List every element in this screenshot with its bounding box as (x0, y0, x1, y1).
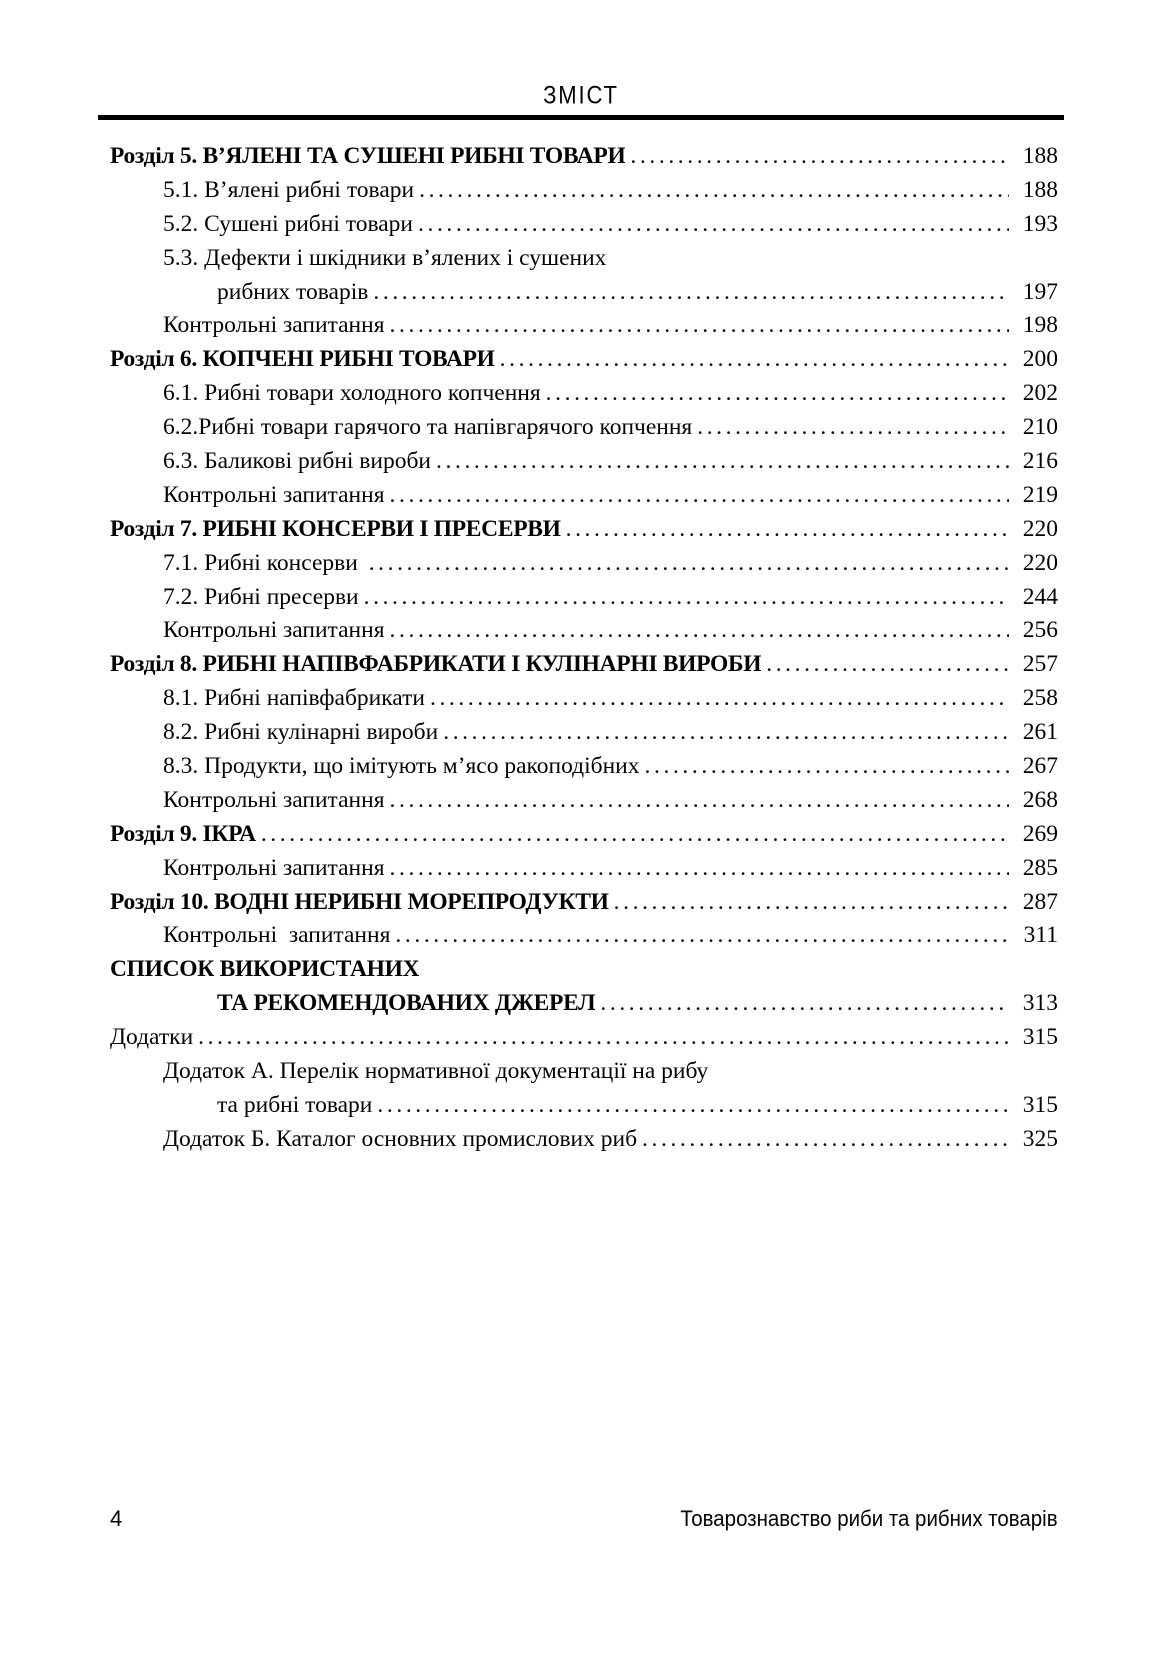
toc-entry (110, 784, 1058, 818)
toc-page-number: 257 (1022, 651, 1058, 678)
toc-entry (110, 1021, 1058, 1055)
leader-dots (642, 1123, 1009, 1157)
toc-item-title: Додаток А. Перелік нормативної документації на рибу (163, 1058, 709, 1085)
footer-page-number: 4 (110, 1506, 123, 1531)
toc-list (110, 140, 1058, 1157)
toc-chapter-entry (110, 513, 1058, 547)
leader-dots (390, 852, 1009, 886)
toc-entry (110, 276, 1058, 310)
toc-page-number: 220 (1022, 549, 1058, 576)
leader-dots (261, 818, 1009, 852)
leader-dots (766, 648, 1009, 682)
toc-page-number: 216 (1022, 448, 1058, 475)
toc-item-title: рибних товарів (217, 278, 369, 305)
leader-dots (697, 411, 1009, 445)
toc-entry (110, 1123, 1058, 1157)
leader-dots (390, 309, 1009, 343)
toc-chapter-title: Розділ 9. ІКРА (110, 820, 256, 847)
toc-chapter-entry (110, 818, 1058, 852)
leader-dots (390, 479, 1009, 513)
leader-dots (430, 682, 1009, 716)
toc-chapter-entry (110, 140, 1058, 174)
leader-dots (600, 987, 1009, 1021)
toc-entry (110, 682, 1058, 716)
leader-dots (566, 513, 1009, 547)
toc-page-number: 311 (1023, 922, 1058, 949)
toc-item-title: 5.1. В’ялені рибні товари (163, 176, 415, 203)
toc-entry (110, 479, 1058, 513)
toc-page-number: 269 (1022, 820, 1058, 847)
leader-dots (546, 377, 1009, 411)
toc-chapter-entry (110, 343, 1058, 377)
toc-chapter-title: Розділ 7. РИБНІ КОНСЕРВИ І ПРЕСЕРВИ (110, 515, 561, 542)
toc-entry (110, 445, 1058, 479)
leader-dots (369, 547, 1009, 581)
leader-dots (630, 140, 1009, 174)
toc-page-number: 244 (1022, 583, 1058, 610)
toc-entry (110, 377, 1058, 411)
footer-book-title: Товарознавство риби та рибних товарів (680, 1505, 1058, 1532)
leader-dots (443, 716, 1009, 750)
toc-page-number: 287 (1022, 888, 1058, 915)
toc-item-title: 8.3. Продукти, що імітують м’ясо ракоподібних (163, 753, 640, 780)
toc-item-title: 6.2.Рибні товари гарячого та напівгарячого копчення (163, 414, 693, 441)
toc-entry (110, 1089, 1058, 1123)
leader-dots (373, 276, 1009, 310)
toc-item-title: 7.2. Рибні пресерви (163, 583, 359, 610)
toc-chapter-title: Розділ 10. ВОДНІ НЕРИБНІ МОРЕПРОДУКТИ (110, 888, 609, 915)
toc-item-title: 6.1. Рибні товари холодного копчення (163, 380, 541, 407)
toc-chapter-entry (110, 648, 1058, 682)
toc-page-number: 197 (1022, 278, 1058, 305)
header-rule (98, 115, 1064, 120)
toc-page-number: 188 (1022, 143, 1058, 169)
toc-page-number: 261 (1022, 719, 1058, 746)
toc-item-title: та рибні товари (217, 1091, 373, 1118)
leader-dots (436, 445, 1009, 479)
toc-page-number: 198 (1022, 312, 1058, 339)
toc-entry (110, 614, 1058, 648)
toc-page-number: 193 (1022, 210, 1058, 237)
toc-entry (110, 716, 1058, 750)
toc-item-title: Додатки (110, 1024, 194, 1051)
toc-page-number: 219 (1022, 481, 1058, 508)
leader-dots (500, 343, 1009, 377)
toc-page-number: 256 (1022, 617, 1058, 644)
toc-page-number: 285 (1022, 854, 1058, 881)
toc-chapter-title: Розділ 8. РИБНІ НАПІВФАБРИКАТИ І КУЛІНАРНІ ВИРОБИ (110, 651, 762, 678)
toc-page-number: 210 (1022, 414, 1058, 441)
page-title: ЗМІСТ (543, 81, 619, 110)
toc-chapter-title: СПИСОК ВИКОРИСТАНИХ (110, 956, 420, 983)
leader-dots (418, 208, 1009, 242)
toc-page-number: 200 (1022, 346, 1058, 373)
toc-entry (110, 309, 1058, 343)
toc-entry (110, 547, 1058, 581)
toc-item-title: 8.2. Рибні кулінарні вироби (163, 719, 439, 746)
toc-page-number: 202 (1022, 380, 1058, 407)
toc-page-number: 258 (1022, 685, 1058, 712)
toc-item-title: Контрольні запитання (163, 854, 385, 881)
toc-entry (110, 750, 1058, 784)
toc-item-title: Контрольні запитання (163, 922, 391, 949)
toc-item-title: 6.3. Баликові рибні вироби (163, 448, 432, 475)
toc-chapter-entry (110, 953, 1058, 987)
toc-entry (110, 852, 1058, 886)
toc-page-number: 188 (1022, 176, 1058, 203)
toc-item-title: 7.1. Рибні консерви (163, 549, 364, 576)
toc-chapter-title: Розділ 6. КОПЧЕНІ РИБНІ ТОВАРИ (110, 346, 495, 373)
toc-entry (110, 919, 1058, 953)
leader-dots (390, 784, 1009, 818)
leader-dots (645, 750, 1009, 784)
leader-dots (390, 614, 1009, 648)
page-footer (110, 1506, 1058, 1532)
toc-page-number: 220 (1022, 515, 1058, 542)
leader-dots (614, 886, 1009, 920)
toc-page-number: 268 (1022, 786, 1058, 813)
toc-item-title: 5.2. Сушені рибні товари (163, 210, 413, 237)
toc-page-number: 325 (1022, 1125, 1058, 1152)
toc-chapter-title: ТА РЕКОМЕНДОВАНИХ ДЖЕРЕЛ (217, 990, 596, 1017)
toc-entry (110, 581, 1058, 615)
toc-page-number: 313 (1022, 990, 1058, 1017)
leader-dots (419, 174, 1009, 208)
toc-item-title: Контрольні запитання (163, 481, 385, 508)
leader-dots (377, 1089, 1009, 1123)
toc-item-title: 5.3. Дефекти і шкідники в’ялених і сушених (163, 244, 607, 271)
toc-item-title: 8.1. Рибні напівфабрикати (163, 685, 425, 712)
toc-entry (110, 1055, 1058, 1089)
toc-page-number: 315 (1022, 1024, 1058, 1051)
toc-entry (110, 174, 1058, 208)
toc-item-title: Додаток Б. Каталог основних промислових риб (163, 1125, 638, 1152)
leader-dots (395, 919, 1009, 953)
toc-entry (110, 411, 1058, 445)
toc-item-title: Контрольні запитання (163, 312, 385, 339)
leader-dots (364, 581, 1009, 615)
leader-dots (198, 1021, 1009, 1055)
toc-chapter-entry (110, 886, 1058, 920)
running-header (98, 81, 1064, 120)
toc-page-number: 267 (1022, 753, 1058, 780)
toc-item-title: Контрольні запитання (163, 786, 385, 813)
toc-chapter-entry (110, 987, 1058, 1021)
toc-page-number: 315 (1022, 1091, 1058, 1118)
toc-item-title: Контрольні запитання (163, 617, 385, 644)
toc-entry (110, 208, 1058, 242)
toc-chapter-title: Розділ 5. В’ЯЛЕНІ ТА СУШЕНІ РИБНІ ТОВАРИ (110, 143, 626, 169)
toc-entry (110, 242, 1058, 276)
